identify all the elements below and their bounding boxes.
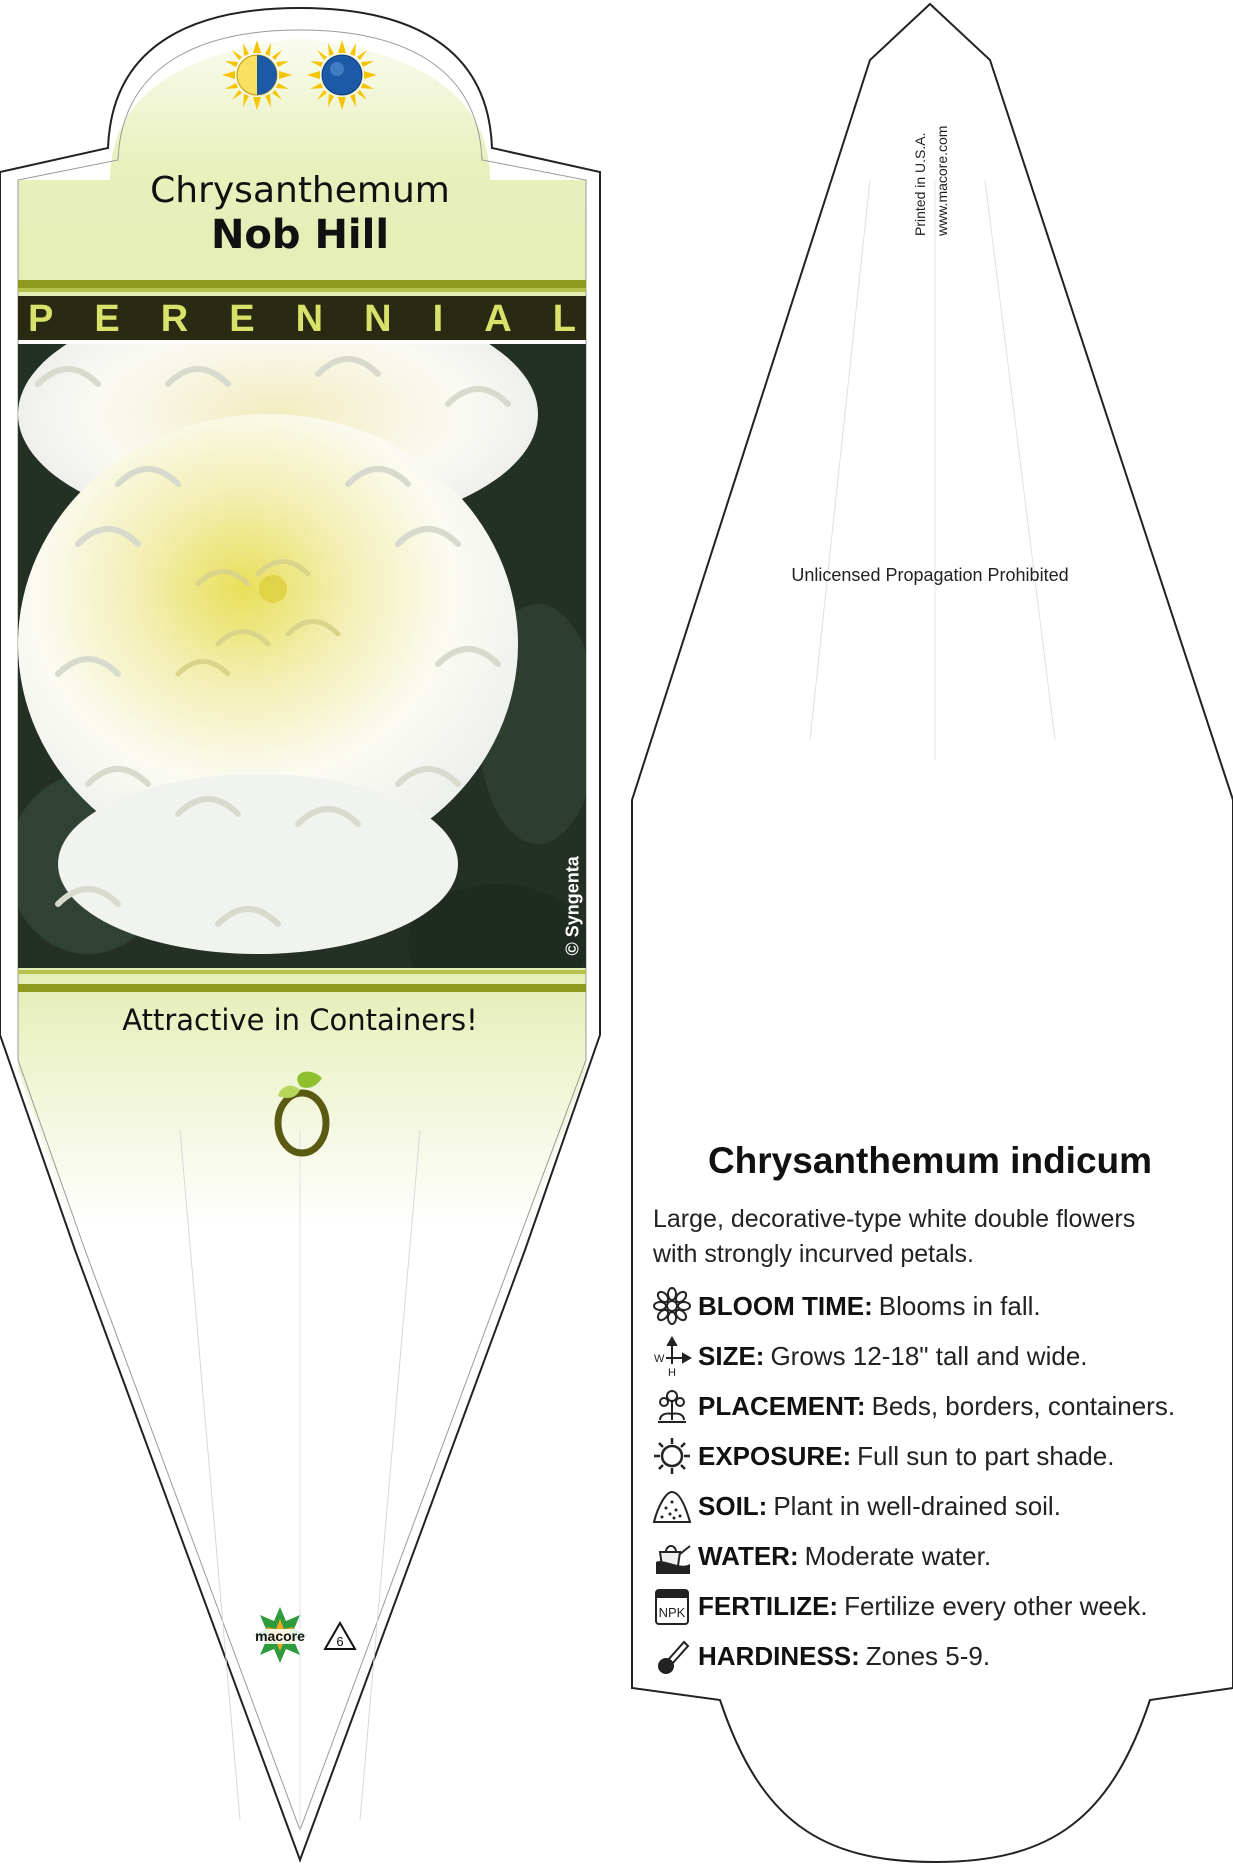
sun-outline-icon — [652, 1436, 692, 1476]
recycle-code: 6 — [336, 1634, 344, 1649]
plant-common-name: Chrysanthemum — [150, 170, 450, 211]
care-bloom-time — [652, 1286, 1212, 1326]
category-letter: R — [160, 298, 189, 340]
tagline: Attractive in Containers! — [122, 1003, 478, 1037]
care-water — [652, 1536, 1212, 1576]
category-letter: I — [432, 298, 444, 340]
care-text: Blooms in fall. — [878, 1290, 1041, 1321]
leaf-seedling-icon — [270, 1068, 334, 1158]
care-label: WATER: — [698, 1540, 799, 1571]
care-exposure — [652, 1436, 1212, 1476]
full-sun-icon — [307, 40, 377, 110]
category-letter: E — [94, 298, 120, 340]
back-tag — [632, 4, 1233, 1862]
botanical-name: Chrysanthemum indicum — [707, 1140, 1153, 1181]
category-letter: E — [229, 298, 255, 340]
flower-icon — [652, 1286, 692, 1326]
macore-logo — [240, 1605, 360, 1665]
care-text: Full sun to part shade. — [857, 1440, 1115, 1471]
npk-fertilizer-icon — [652, 1586, 692, 1626]
plant-variety-name: Nob Hill — [210, 212, 390, 258]
thermometer-icon — [652, 1636, 692, 1676]
category-letter: P — [28, 298, 54, 340]
category-letter: N — [295, 298, 324, 340]
photo-credit: © Syngenta — [562, 856, 583, 956]
care-text: Grows 12-18" tall and wide. — [770, 1340, 1088, 1371]
care-label: PLACEMENT: — [698, 1390, 866, 1421]
care-text: Plant in well-drained soil. — [773, 1490, 1061, 1521]
care-hardiness — [652, 1636, 1212, 1676]
category-letter: A — [484, 298, 512, 340]
care-label: FERTILIZE: — [698, 1590, 839, 1621]
plant-placement-icon — [652, 1386, 692, 1426]
propagation-notice: Unlicensed Propagation Prohibited — [791, 565, 1069, 585]
care-label: HARDINESS: — [698, 1640, 860, 1671]
soil-pile-icon — [652, 1486, 692, 1526]
svg-text:NPK: NPK — [658, 1605, 686, 1620]
care-label: EXPOSURE: — [698, 1440, 852, 1471]
care-placement — [652, 1386, 1212, 1426]
care-fertilize — [652, 1586, 1212, 1626]
care-text: Moderate water. — [804, 1540, 992, 1571]
brand-name: macore — [255, 1628, 305, 1644]
care-label: BLOOM TIME: — [698, 1290, 873, 1321]
svg-text:W: W — [654, 1353, 665, 1365]
care-text: Zones 5-9. — [865, 1640, 991, 1671]
flower-photo — [18, 344, 586, 968]
care-text: Fertilize every other week. — [844, 1590, 1148, 1621]
care-soil — [652, 1486, 1212, 1526]
care-text: Beds, borders, containers. — [871, 1390, 1176, 1421]
care-size — [652, 1336, 1212, 1376]
care-label: SIZE: — [698, 1340, 765, 1371]
care-label: SOIL: — [698, 1490, 768, 1521]
plant-description: Large, decorative-type white double flowers with strongly incurved petals. — [653, 1205, 1136, 1268]
category-label — [18, 298, 586, 338]
category-letter: L — [552, 298, 576, 340]
category-letter: N — [364, 298, 392, 340]
svg-text:H: H — [668, 1367, 676, 1376]
watering-can-icon — [652, 1536, 692, 1576]
size-arrows-icon — [652, 1336, 692, 1376]
part-sun-icon — [222, 40, 292, 110]
